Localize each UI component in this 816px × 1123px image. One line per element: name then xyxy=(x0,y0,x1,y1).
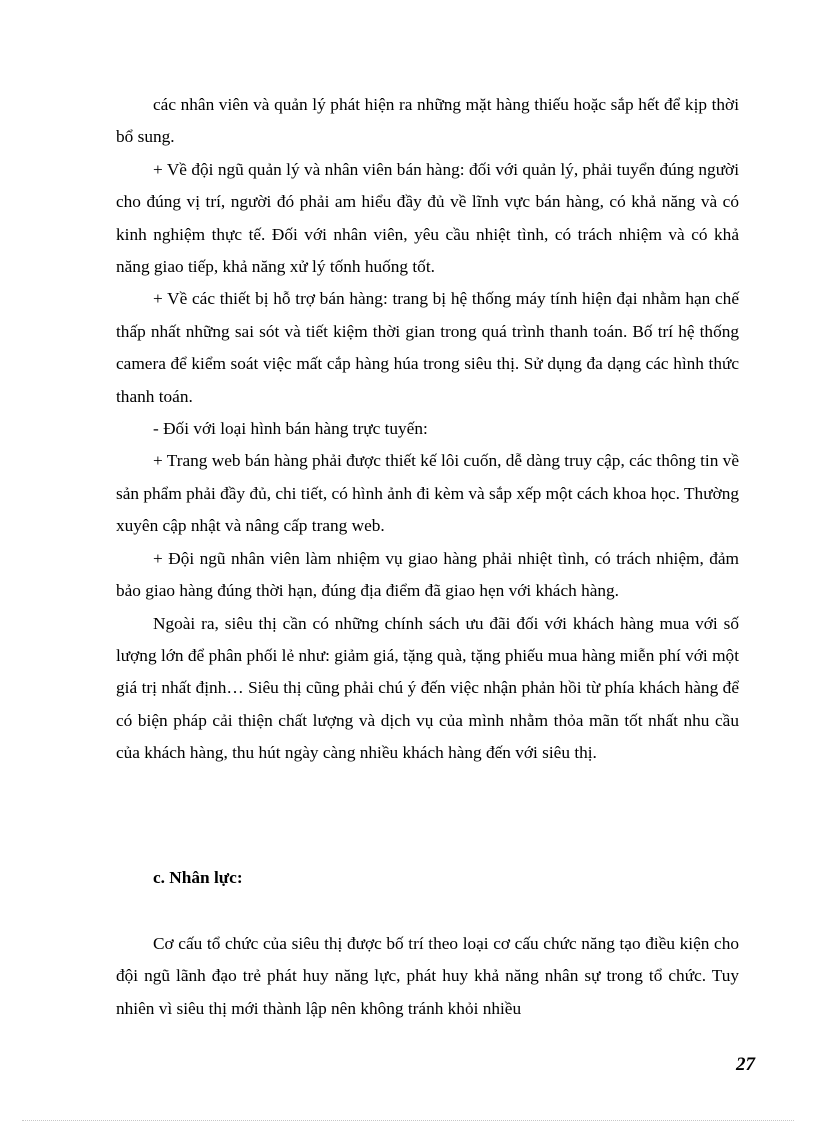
paragraph-website: + Trang web bán hàng phải được thiết kế lôi cuốn, dễ dàng truy cập, các thông tin về sản phẩm phải đầy đủ, chi tiết, có hình ảnh đi kèm và sắp xếp một cách khoa học. Thường xuyên cập nhật và nâng cấp trang web. xyxy=(116,451,739,536)
paragraph-delivery-staff: + Đội ngũ nhân viên làm nhiệm vụ giao hàng phải nhiệt tình, có trách nhiệm, đảm bảo giao hàng đúng thời hạn, đúng địa điểm đã giao hẹn với khách hàng. xyxy=(116,548,739,601)
document-body xyxy=(116,89,739,1018)
paragraph-promotions: Ngoài ra, siêu thị cần có những chính sách ưu đãi đối với khách hàng mua với số lượng lớn để phân phối lẻ như: giảm giá, tặng quà, tặng phiếu mua hàng miễn phí với một giá trị nhất định… Siêu thị cũng phải chú ý đến việc nhận phản hồi từ phía khách hàng để có biện pháp cải thiện chất lượng và dịch vụ của mình nhằm thỏa mãn tốt nhất nhu cầu của khách hàng, thu hút ngày càng nhiều khách hàng đến với siêu thị. xyxy=(116,613,739,763)
section-heading: c. Nhân lực: xyxy=(153,868,243,887)
paragraph-management-staff: + Về đội ngũ quản lý và nhân viên bán hàng: đối với quản lý, phải tuyển đúng người cho đúng vị trí, người đó phải am hiểu đầy đủ về lĩnh vực bán hàng, có khả năng và có kinh nghiệm thực tế. Đối với nhân viên, yêu cầu nhiệt tình, có trách nhiệm và có khả năng giao tiếp, khả năng xử lý tốnh huống tốt. xyxy=(116,159,739,277)
page-bottom-border xyxy=(22,1120,794,1121)
paragraph-continuation: các nhân viên và quản lý phát hiện ra những mặt hàng thiếu hoặc sắp hết để kịp thời bổ sung. xyxy=(116,95,739,147)
paragraph-org-structure: Cơ cấu tổ chức của siêu thị được bố trí theo loại cơ cấu chức năng tạo điều kiện cho đội ngũ lãnh đạo trẻ phát huy năng lực, phát huy khả năng nhân sự trong tổ chức. Tuy nhiên vì siêu thị mới thành lập nên không tránh khỏi nhiều xyxy=(116,934,739,1018)
paragraph-online-sales-intro: - Đối với loại hình bán hàng trực tuyến: xyxy=(153,419,428,439)
section-body xyxy=(116,928,739,1025)
paragraph-support-equipment: + Về các thiết bị hỗ trợ bán hàng: trang bị hệ thống máy tính hiện đại nhằm hạn chế thấp nhất những sai sót và tiết kiệm thời gian trong quá trình thanh toán. Bố trí hệ thống camera để kiểm soát việc mất cắp hàng húa trong siêu thị. Sử dụng đa dạng các hình thức thanh toán. xyxy=(116,289,739,406)
page-number: 27 xyxy=(736,1054,755,1075)
